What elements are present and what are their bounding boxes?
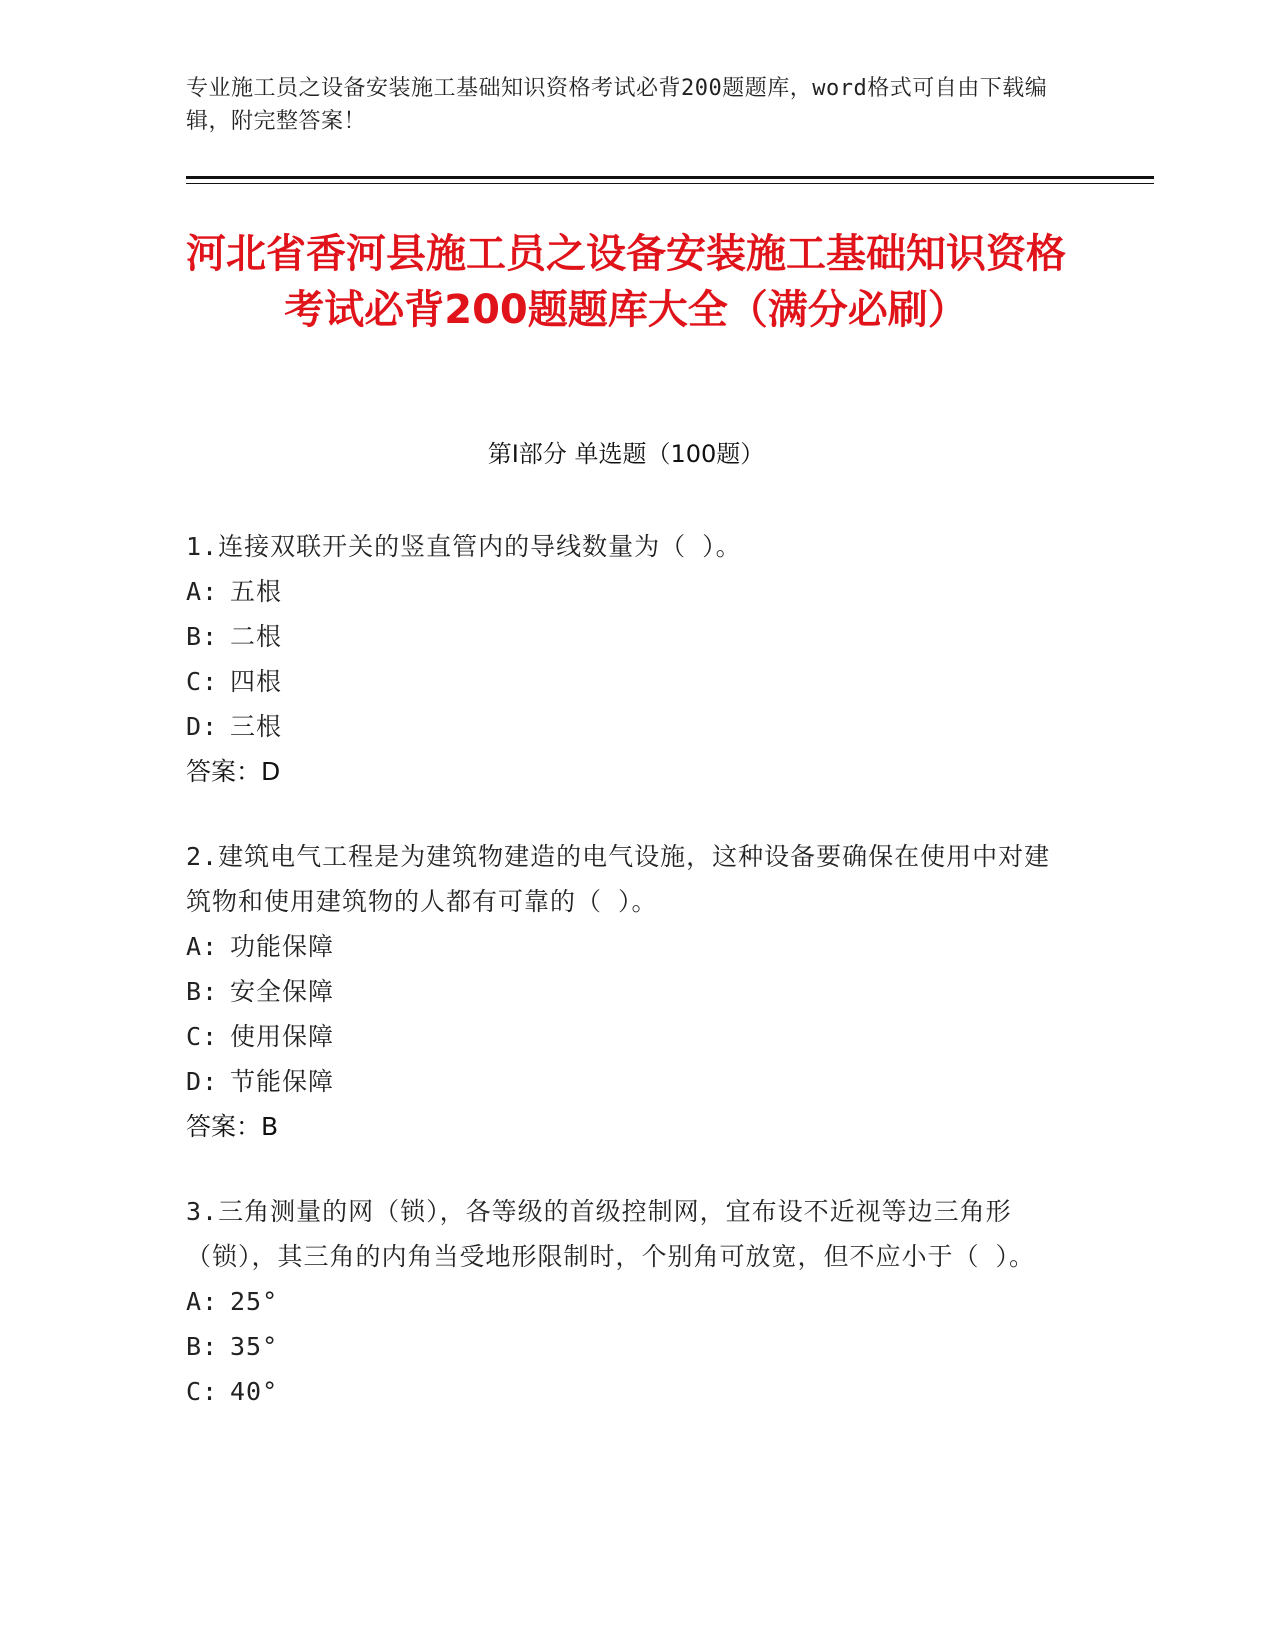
option-key: A:: [186, 1287, 219, 1316]
question-2: [186, 834, 1066, 1149]
option-a: [186, 1279, 1066, 1324]
option-c: [186, 659, 1066, 704]
question-1: [186, 524, 1066, 794]
question-list: [186, 524, 1066, 1454]
option-key: D:: [186, 1067, 219, 1096]
question-3: [186, 1189, 1066, 1414]
option-a: [186, 569, 1066, 614]
option-text: 三根: [230, 712, 283, 741]
option-c: [186, 1369, 1066, 1414]
option-a: [186, 924, 1066, 969]
header-note: 专业施工员之设备安装施工基础知识资格考试必背200题题库，word格式可自由下载编辑，附完整答案！: [186, 76, 1048, 134]
option-d: [186, 704, 1066, 749]
answer: 答案：D: [186, 757, 281, 786]
question-stem: 1.连接双联开关的竖直管内的导线数量为（ ）。: [186, 532, 742, 561]
option-key: C:: [186, 1377, 219, 1406]
option-key: A:: [186, 932, 219, 961]
document-title: 河北省香河县施工员之设备安装施工基础知识资格考试必背200题题库大全（满分必刷）: [186, 231, 1066, 333]
question-stem: 2.建筑电气工程是为建筑物建造的电气设施，这种设备要确保在使用中对建筑物和使用建筑物的人都有可靠的（ ）。: [186, 842, 1051, 916]
option-text: 二根: [230, 622, 283, 651]
option-text: 使用保障: [230, 1022, 335, 1051]
option-text: 五根: [230, 577, 283, 606]
option-text: 35°: [230, 1332, 279, 1361]
option-key: C:: [186, 1022, 219, 1051]
option-text: 40°: [230, 1377, 279, 1406]
option-b: [186, 969, 1066, 1014]
header-rule-thick: [186, 176, 1154, 179]
option-key: B:: [186, 977, 219, 1006]
option-key: A:: [186, 577, 219, 606]
option-b: [186, 1324, 1066, 1369]
option-text: 四根: [230, 667, 283, 696]
section-title: 第Ⅰ部分 单选题（100题）: [487, 440, 765, 468]
option-d: [186, 1059, 1066, 1104]
option-text: 节能保障: [230, 1067, 335, 1096]
question-stem: 3.三角测量的网（锁），各等级的首级控制网，宜布设不近视等边三角形（锁），其三角的内角当受地形限制时，个别角可放宽，但不应小于（ ）。: [186, 1197, 1036, 1271]
option-c: [186, 1014, 1066, 1059]
answer: 答案：B: [186, 1112, 279, 1141]
option-key: D:: [186, 712, 219, 741]
option-key: C:: [186, 667, 219, 696]
option-key: B:: [186, 1332, 219, 1361]
option-key: B:: [186, 622, 219, 651]
option-text: 安全保障: [230, 977, 335, 1006]
option-b: [186, 614, 1066, 659]
option-text: 功能保障: [230, 932, 335, 961]
header-rule-thin: [186, 183, 1154, 184]
option-text: 25°: [230, 1287, 279, 1316]
